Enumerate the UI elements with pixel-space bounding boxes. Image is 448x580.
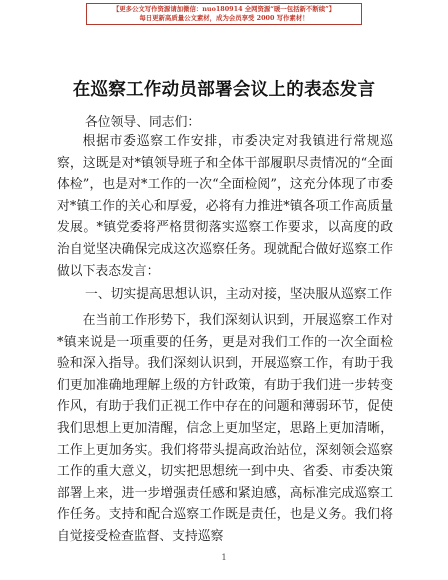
section-heading-1: 一、切实提高思想认识，主动对接，坚决服从巡察工作 bbox=[85, 287, 393, 302]
greeting: 各位领导、同志们： bbox=[85, 115, 201, 130]
paragraph-intro: 根据市委巡察工作安排，市委决定对我镇进行常规巡察，这既是对*镇领导班子和全体干部履职尽责情况的“全面体检”，也是对*工作的一次“全面检阅”，这充分体现了市委对*镇工作的关心和厚爱，必将有力推进*镇各项工作高质量发展。*镇党委将严格贯彻落实巡察工作要求，以高度的政治自觉坚决确保完成这次巡察任务。现就配合做好巡察工作做以下表态发言： bbox=[57, 134, 393, 279]
promo-banner bbox=[86, 3, 362, 25]
promo-banner-line2: 每日更新高质量公文素材，成为会员享受 2000 写作素材！ bbox=[139, 14, 309, 22]
paragraph-body: 在当前工作形势下，我们深刻认识到，开展巡察工作对*镇来说是一项重要的任务，更是对我们工作的一次全面检验和深入指导。我们深刻认识到，开展巡察工作，有助于我们更加准确地理解上级的方针政策，有助于我们进一步转变作风，有助于我们正视工作中存在的问题和薄弱环节，促使我们思想上更加清醒，信念上更加坚定，思路上更加清晰，工作上更加务实。我们将带头提高政治站位，深刻领会巡察工作的重大意义，切实把思想统一到中央、省委、市委决策部署上来，进一步增强责任感和紧迫感，高标准完成巡察工作任务。支持和配合巡察工作既是责任，也是义务。我们将自觉接受检查监督、支持巡察 bbox=[57, 313, 393, 544]
document-title: 在巡察工作动员部署会议上的表态发言 bbox=[72, 80, 376, 100]
page-number: 1 bbox=[221, 553, 227, 562]
promo-banner-line1: 【更多公文写作资源请加微信：nuo180914 全网资源“暖一包括新不断续”】 bbox=[112, 5, 336, 13]
